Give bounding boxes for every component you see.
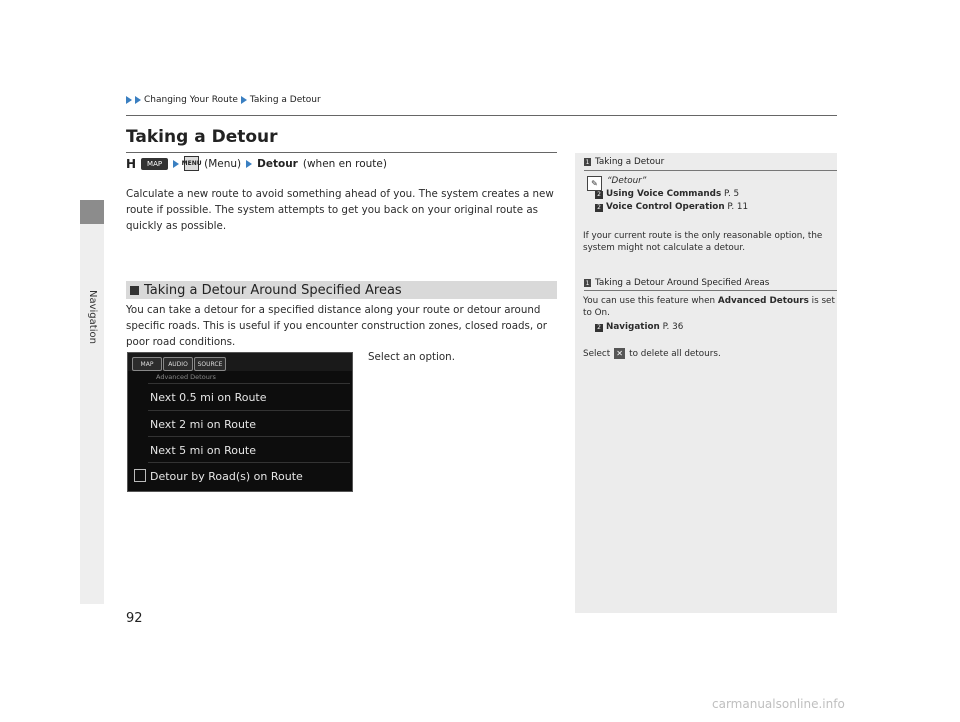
screen-option-label: Next 5 mi on Route	[150, 443, 257, 457]
title-rule	[126, 152, 557, 153]
screen-option-label: Next 0.5 mi on Route	[150, 390, 267, 404]
section-strip	[80, 224, 104, 604]
section-paragraph: You can take a detour for a specified distance along your route or detour around specific roads. This is useful if you encounter construction zones, closed roads, or poor road conditions.	[126, 304, 547, 348]
note-select-b: to delete all detours.	[629, 349, 721, 359]
note-text	[583, 295, 835, 319]
detour-condition: (when en route)	[302, 157, 387, 170]
ref-page: P. 5	[724, 189, 740, 199]
screen-option	[148, 462, 350, 489]
screen-title: Advanced Detours	[156, 373, 216, 381]
delete-all-icon: ✕	[614, 348, 625, 359]
note-number: 1	[585, 158, 590, 166]
square-bullet-icon	[130, 286, 139, 295]
note-ref[interactable]	[595, 201, 748, 213]
screen-audio-button: AUDIO	[163, 357, 193, 371]
note-text	[583, 348, 721, 360]
note-rule	[584, 290, 837, 291]
chevron-right-icon	[135, 96, 141, 104]
note-heading	[575, 278, 837, 288]
note-text-bold: Advanced Detours	[717, 296, 809, 306]
voice-command-text: “Detour”	[607, 176, 647, 186]
ref-arrow-icon: 2	[595, 324, 603, 332]
screen-option-label: Next 2 mi on Route	[150, 417, 257, 431]
home-glyph: H	[126, 156, 137, 171]
chevron-right-icon	[126, 96, 132, 104]
section-header-text: Taking a Detour Around Specified Areas	[144, 282, 402, 298]
ref-arrow-icon: 2	[595, 204, 603, 212]
screen-source-button: SOURCE	[194, 357, 226, 371]
chevron-right-icon	[246, 160, 252, 168]
section-tab	[80, 200, 104, 224]
section-label: Navigation	[87, 290, 98, 344]
note-heading-text: Taking a Detour	[595, 157, 665, 167]
notes-sidebar	[575, 153, 837, 613]
page-title: Taking a Detour	[126, 127, 278, 147]
intro-paragraph: Calculate a new route to avoid something ahead of you. The system creates a new route if possible. The system attempts to get you back on your original route as quickly as possible.	[126, 188, 554, 232]
voice-command-icon: ✎	[587, 176, 602, 191]
ref-page: P. 36	[662, 322, 684, 332]
detour-target: Detour	[257, 157, 298, 170]
ref-arrow-icon: 2	[595, 191, 603, 199]
device-screenshot	[127, 352, 353, 492]
note-text-b: is set to On.	[583, 296, 835, 318]
ref-page: P. 11	[727, 202, 749, 212]
note-rule	[584, 170, 837, 171]
ref-label: Using Voice Commands	[606, 189, 722, 199]
note-ref[interactable]	[595, 321, 683, 333]
select-instruction: Select an option.	[368, 351, 455, 363]
chevron-right-icon	[241, 96, 247, 104]
ref-label: Navigation	[606, 322, 660, 332]
note-heading	[575, 157, 837, 167]
watermark: carmanualsonline.info	[712, 697, 845, 711]
section-header	[126, 281, 557, 299]
breadcrumb	[126, 95, 321, 105]
trash-icon	[134, 469, 146, 482]
screen-option	[148, 410, 350, 437]
page-number: 92	[126, 611, 143, 626]
breadcrumb-item-changing-route[interactable]: Changing Your Route	[144, 95, 238, 105]
note-text-a: You can use this feature when	[583, 296, 716, 306]
menu-label: (Menu)	[204, 157, 242, 170]
screen-option	[148, 436, 350, 463]
breadcrumb-item-taking-detour[interactable]: Taking a Detour	[249, 95, 321, 105]
screen-option-label: Detour by Road(s) on Route	[150, 469, 303, 483]
note-select-a: Select	[583, 349, 611, 359]
navigation-path	[126, 156, 387, 171]
ref-label: Voice Control Operation	[606, 202, 725, 212]
screen-option	[148, 383, 350, 410]
note-text: If your current route is the only reasonable option, the system might not calculate a detour.	[583, 231, 823, 253]
chevron-right-icon	[173, 160, 179, 168]
note-heading-text: Taking a Detour Around Specified Areas	[595, 278, 770, 288]
header-rule	[126, 115, 837, 116]
screen-map-button: MAP	[132, 357, 162, 371]
note-ref[interactable]	[595, 188, 739, 200]
note-number: 1	[585, 279, 590, 287]
menu-icon: MENU	[184, 156, 199, 171]
map-button-icon: MAP	[141, 158, 168, 170]
